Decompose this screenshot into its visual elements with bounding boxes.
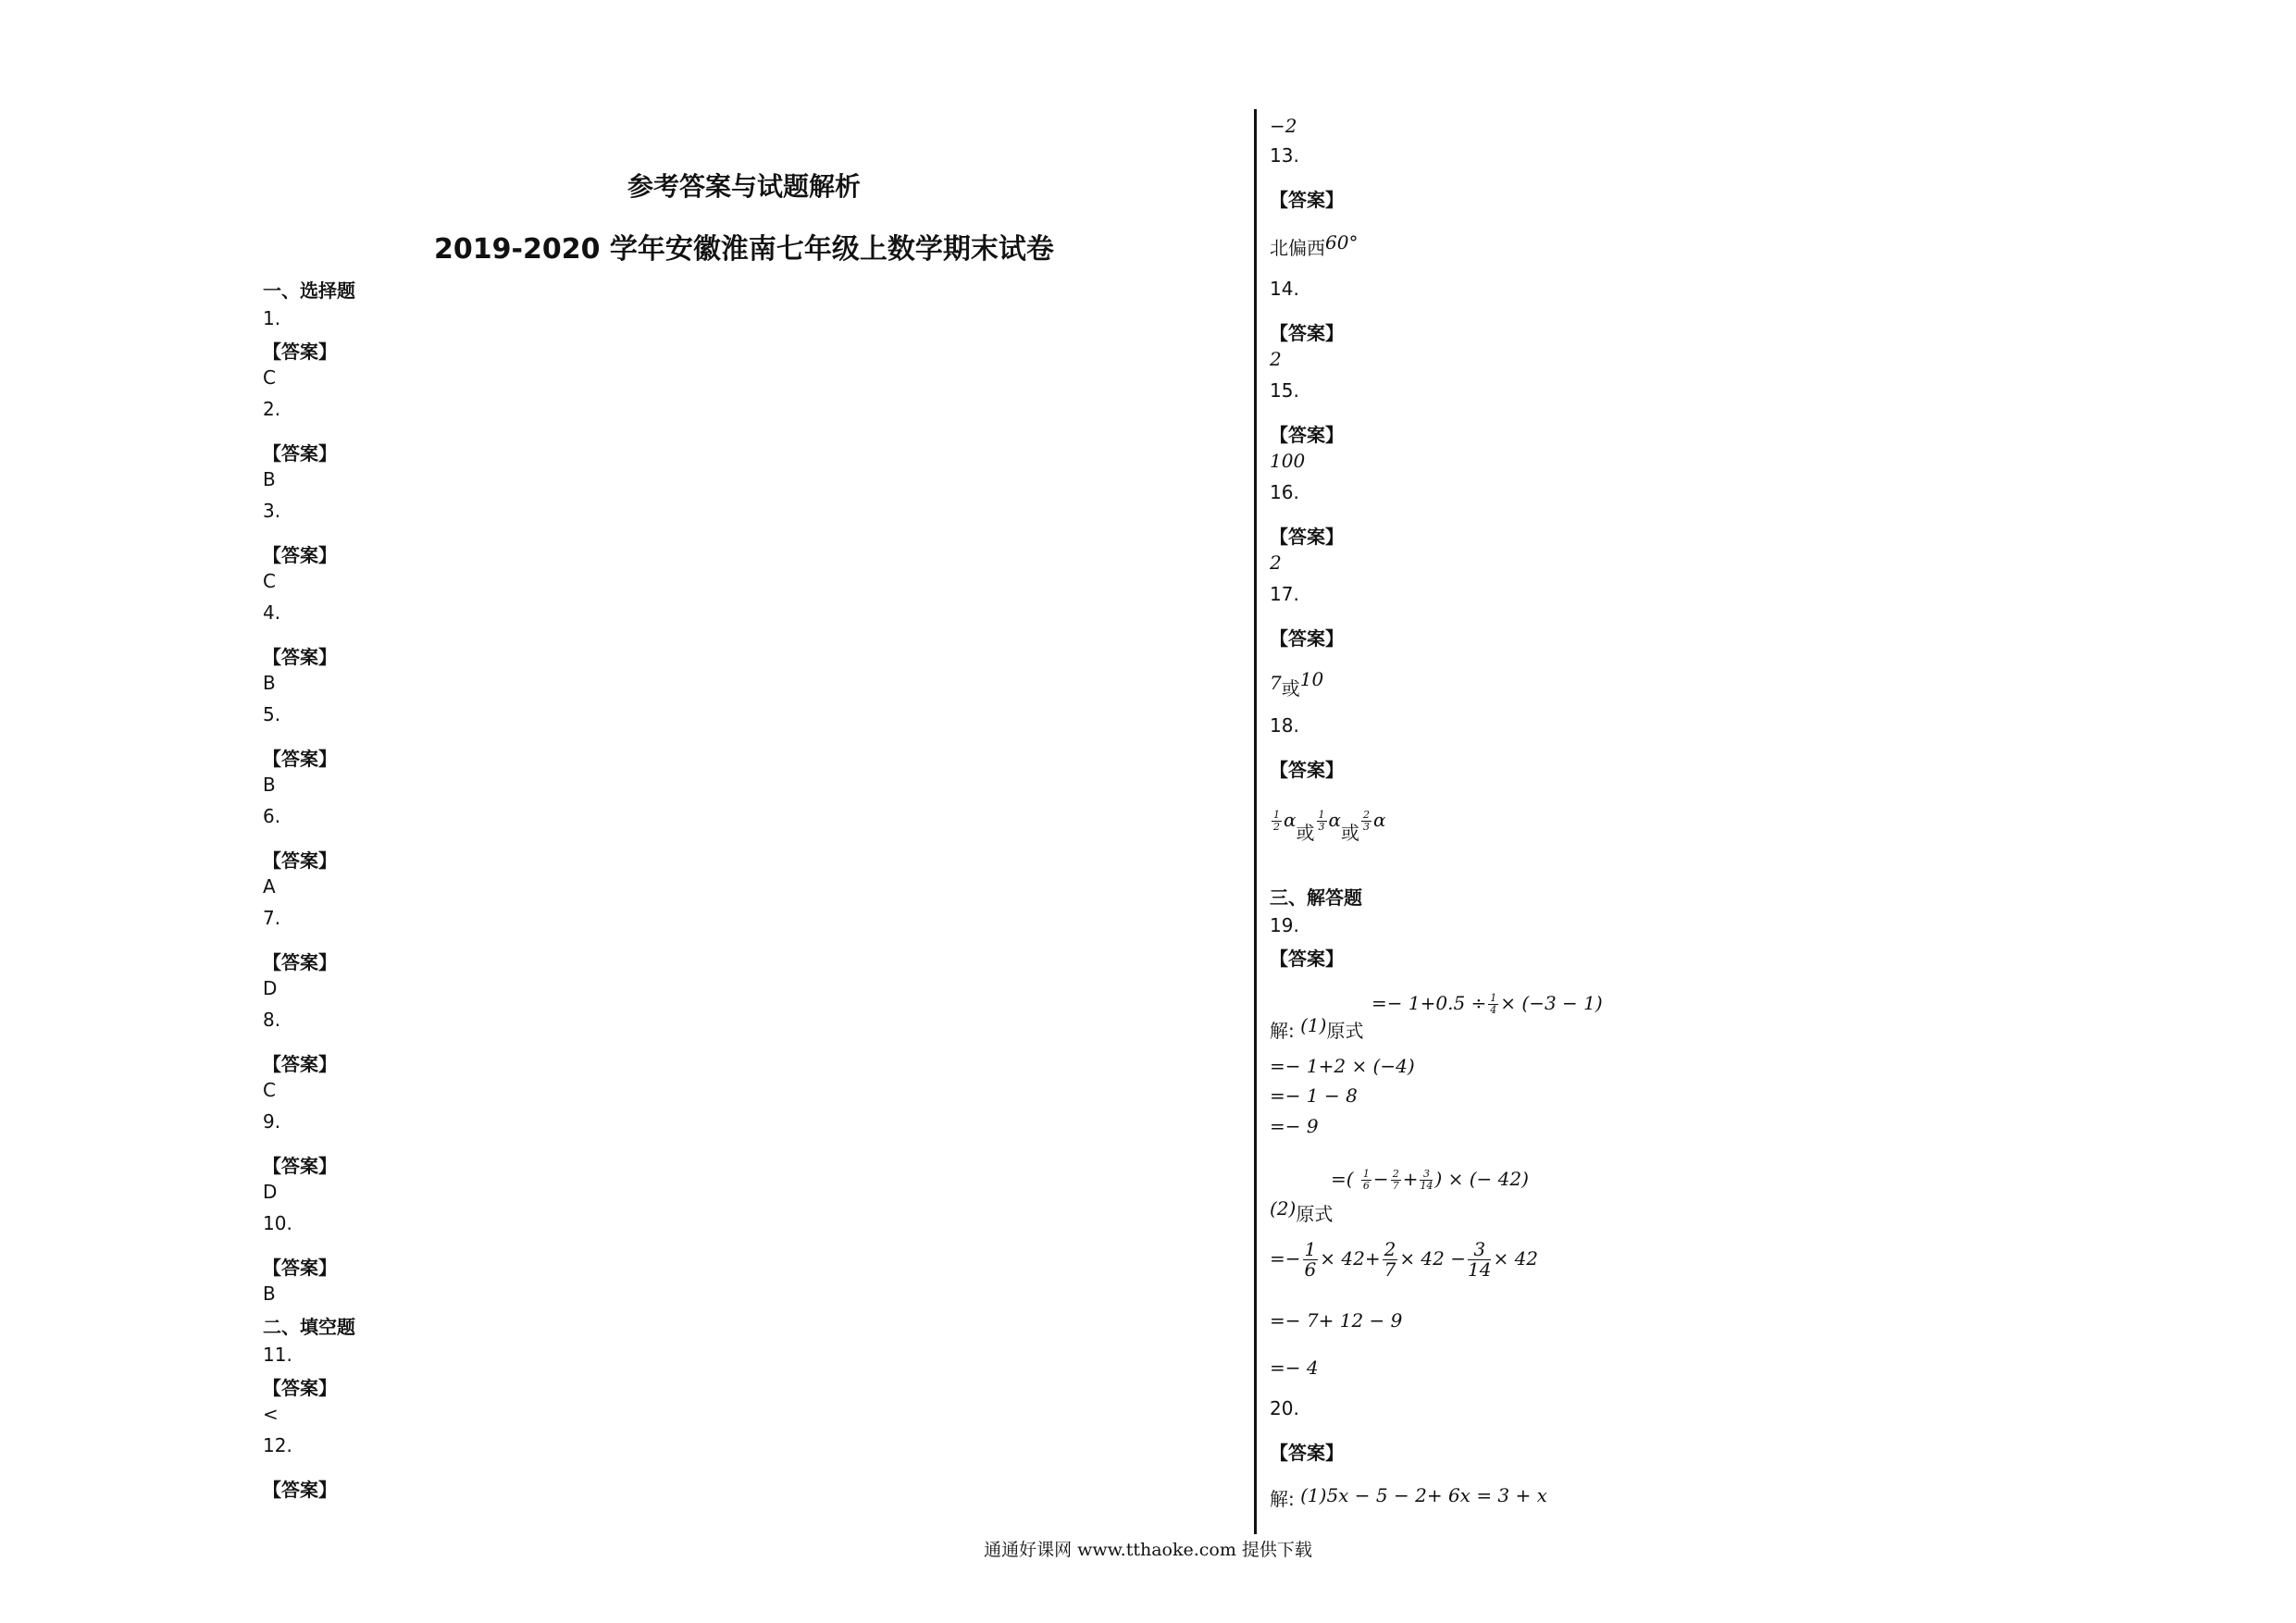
fraction: $\frac{2}{7}$ xyxy=(1392,1168,1399,1192)
question-number: 5. xyxy=(263,703,281,725)
answer-value xyxy=(1270,233,1358,260)
solution-line xyxy=(1270,1484,1547,1511)
solution-prefix: 解: xyxy=(1270,1488,1295,1510)
answer-label: 【答案】 xyxy=(1270,424,1344,446)
answer-label: 【答案】 xyxy=(1270,526,1344,548)
answer-label: 【答案】 xyxy=(263,1053,337,1075)
solution-text: 原式 xyxy=(1296,1203,1334,1225)
question-number: 10. xyxy=(263,1212,292,1234)
solution-math: =− 1+0.5 ÷ $\frac{1}{4}$ × (−3 − 1) xyxy=(1371,992,1603,1016)
answer-value xyxy=(1270,805,1386,844)
answer-value: B xyxy=(263,672,276,694)
answer-label: 【答案】 xyxy=(263,1155,337,1177)
question-number: 15. xyxy=(1270,379,1299,402)
question-number: 1. xyxy=(263,307,281,329)
question-number: 13. xyxy=(1270,144,1299,167)
answer-value: B xyxy=(263,774,276,796)
answer-label: 【答案】 xyxy=(263,748,337,770)
question-number: 6. xyxy=(263,805,281,827)
answer-value: D xyxy=(263,977,278,999)
solution-math: =− 4 xyxy=(1270,1357,1319,1379)
answer-value: 2 xyxy=(1270,348,1282,370)
solution-line xyxy=(1270,1016,1363,1043)
answer-math: 7 xyxy=(1270,672,1282,694)
fraction: $\frac{1}{6}$ xyxy=(1362,1168,1370,1192)
question-number: 4. xyxy=(263,601,281,624)
answer-label: 【答案】 xyxy=(1270,322,1344,344)
answer-label: 【答案】 xyxy=(263,442,337,465)
question-number: 17. xyxy=(1270,583,1299,605)
answer-math: 60° xyxy=(1325,231,1359,254)
fraction: $\frac{2}{3}$ xyxy=(1363,809,1371,833)
solution-math: (1)5x − 5 − 2+ 6x = 3 + x xyxy=(1300,1484,1547,1506)
column-divider xyxy=(1254,109,1257,1534)
solution-math: =( $\frac{1}{6}$ − $\frac{2}{7}$ + $\frac{3}{14}$ ) × (− 42) xyxy=(1331,1168,1529,1192)
answer-value: −2 xyxy=(1270,115,1297,137)
answer-label: 【答案】 xyxy=(263,1377,337,1399)
part-label: (2) xyxy=(1270,1197,1297,1220)
answer-label: 【答案】 xyxy=(1270,948,1344,970)
answer-label: 【答案】 xyxy=(1270,1442,1344,1464)
solution-math: =− 1 − 8 xyxy=(1270,1084,1358,1107)
answer-text: 北偏西 xyxy=(1270,237,1325,259)
question-number: 20. xyxy=(1270,1397,1299,1419)
answer-value: D xyxy=(263,1181,278,1203)
section-heading-fill: 二、填空题 xyxy=(263,1316,355,1338)
answer-value: A xyxy=(263,875,276,898)
section-heading-choice: 一、选择题 xyxy=(263,279,355,302)
solution-text: 原式 xyxy=(1326,1020,1364,1042)
solution-math: =− 1+2 × (−4) xyxy=(1270,1055,1415,1077)
question-number: 7. xyxy=(263,907,281,929)
answer-label: 【答案】 xyxy=(1270,627,1344,650)
answer-text: 或 xyxy=(1341,822,1360,844)
fraction: $\frac{2}{7}$ xyxy=(1384,1238,1396,1281)
page-title: 参考答案与试题解析 xyxy=(627,171,861,202)
answer-value: C xyxy=(263,570,276,592)
part-label: (1) xyxy=(1300,1014,1327,1036)
answer-label: 【答案】 xyxy=(263,646,337,668)
question-number: 12. xyxy=(263,1434,292,1456)
solution-line xyxy=(1270,1194,1334,1225)
answer-label: 【答案】 xyxy=(263,849,337,872)
question-number: 8. xyxy=(263,1009,281,1031)
fraction: $\frac{3}{14}$ xyxy=(1468,1238,1492,1281)
answer-label: 【答案】 xyxy=(263,1257,337,1279)
answer-label: 【答案】 xyxy=(263,544,337,566)
answer-text: 或 xyxy=(1281,677,1300,700)
fraction: $\frac{1}{2}$ xyxy=(1273,809,1280,833)
question-number: 16. xyxy=(1270,481,1299,503)
answer-value: B xyxy=(263,468,276,490)
answer-value: C xyxy=(263,366,276,389)
answer-label: 【答案】 xyxy=(263,341,337,363)
solution-math: =− $\frac{1}{6}$ × 42+ $\frac{2}{7}$ × 42 − $\frac{3}{14}$ × 42 xyxy=(1270,1238,1539,1281)
answer-math: α xyxy=(1328,809,1342,831)
answer-text: 或 xyxy=(1296,822,1315,844)
solution-prefix: 解: xyxy=(1270,1020,1295,1042)
question-number: 3. xyxy=(263,500,281,522)
answer-value: C xyxy=(263,1079,276,1101)
answer-label: 【答案】 xyxy=(263,951,337,973)
answer-label: 【答案】 xyxy=(263,1479,337,1501)
question-number: 9. xyxy=(263,1110,281,1133)
page-subtitle: 2019-2020 学年安徽淮南七年级上数学期末试卷 xyxy=(434,233,1054,266)
question-number: 19. xyxy=(1270,914,1299,936)
answer-value: 2 xyxy=(1270,551,1282,574)
fraction: $\frac{1}{6}$ xyxy=(1304,1238,1317,1281)
answer-value xyxy=(1270,668,1324,700)
page-footer: 通通好课网 www.tthaoke.com 提供下载 xyxy=(984,1540,1312,1560)
answer-value: B xyxy=(263,1282,276,1305)
question-number: 11. xyxy=(263,1344,292,1366)
section-heading-solve: 三、解答题 xyxy=(1270,886,1362,909)
answer-value: < xyxy=(263,1403,279,1425)
answer-label: 【答案】 xyxy=(1270,759,1344,781)
fraction: $\frac{3}{14}$ xyxy=(1420,1168,1433,1192)
answer-value: 100 xyxy=(1270,450,1306,472)
question-number: 14. xyxy=(1270,278,1299,300)
solution-math: =− 7+ 12 − 9 xyxy=(1270,1309,1403,1332)
solution-math: =− 9 xyxy=(1270,1115,1319,1137)
question-number: 18. xyxy=(1270,714,1299,737)
answer-label: 【答案】 xyxy=(1270,189,1344,211)
answer-math: α xyxy=(1284,809,1297,831)
answer-math: α xyxy=(1373,809,1386,831)
question-number: 2. xyxy=(263,398,281,420)
fraction: $\frac{1}{3}$ xyxy=(1318,809,1325,833)
answer-math: 10 xyxy=(1299,668,1324,690)
fraction: $\frac{1}{4}$ xyxy=(1490,992,1497,1016)
